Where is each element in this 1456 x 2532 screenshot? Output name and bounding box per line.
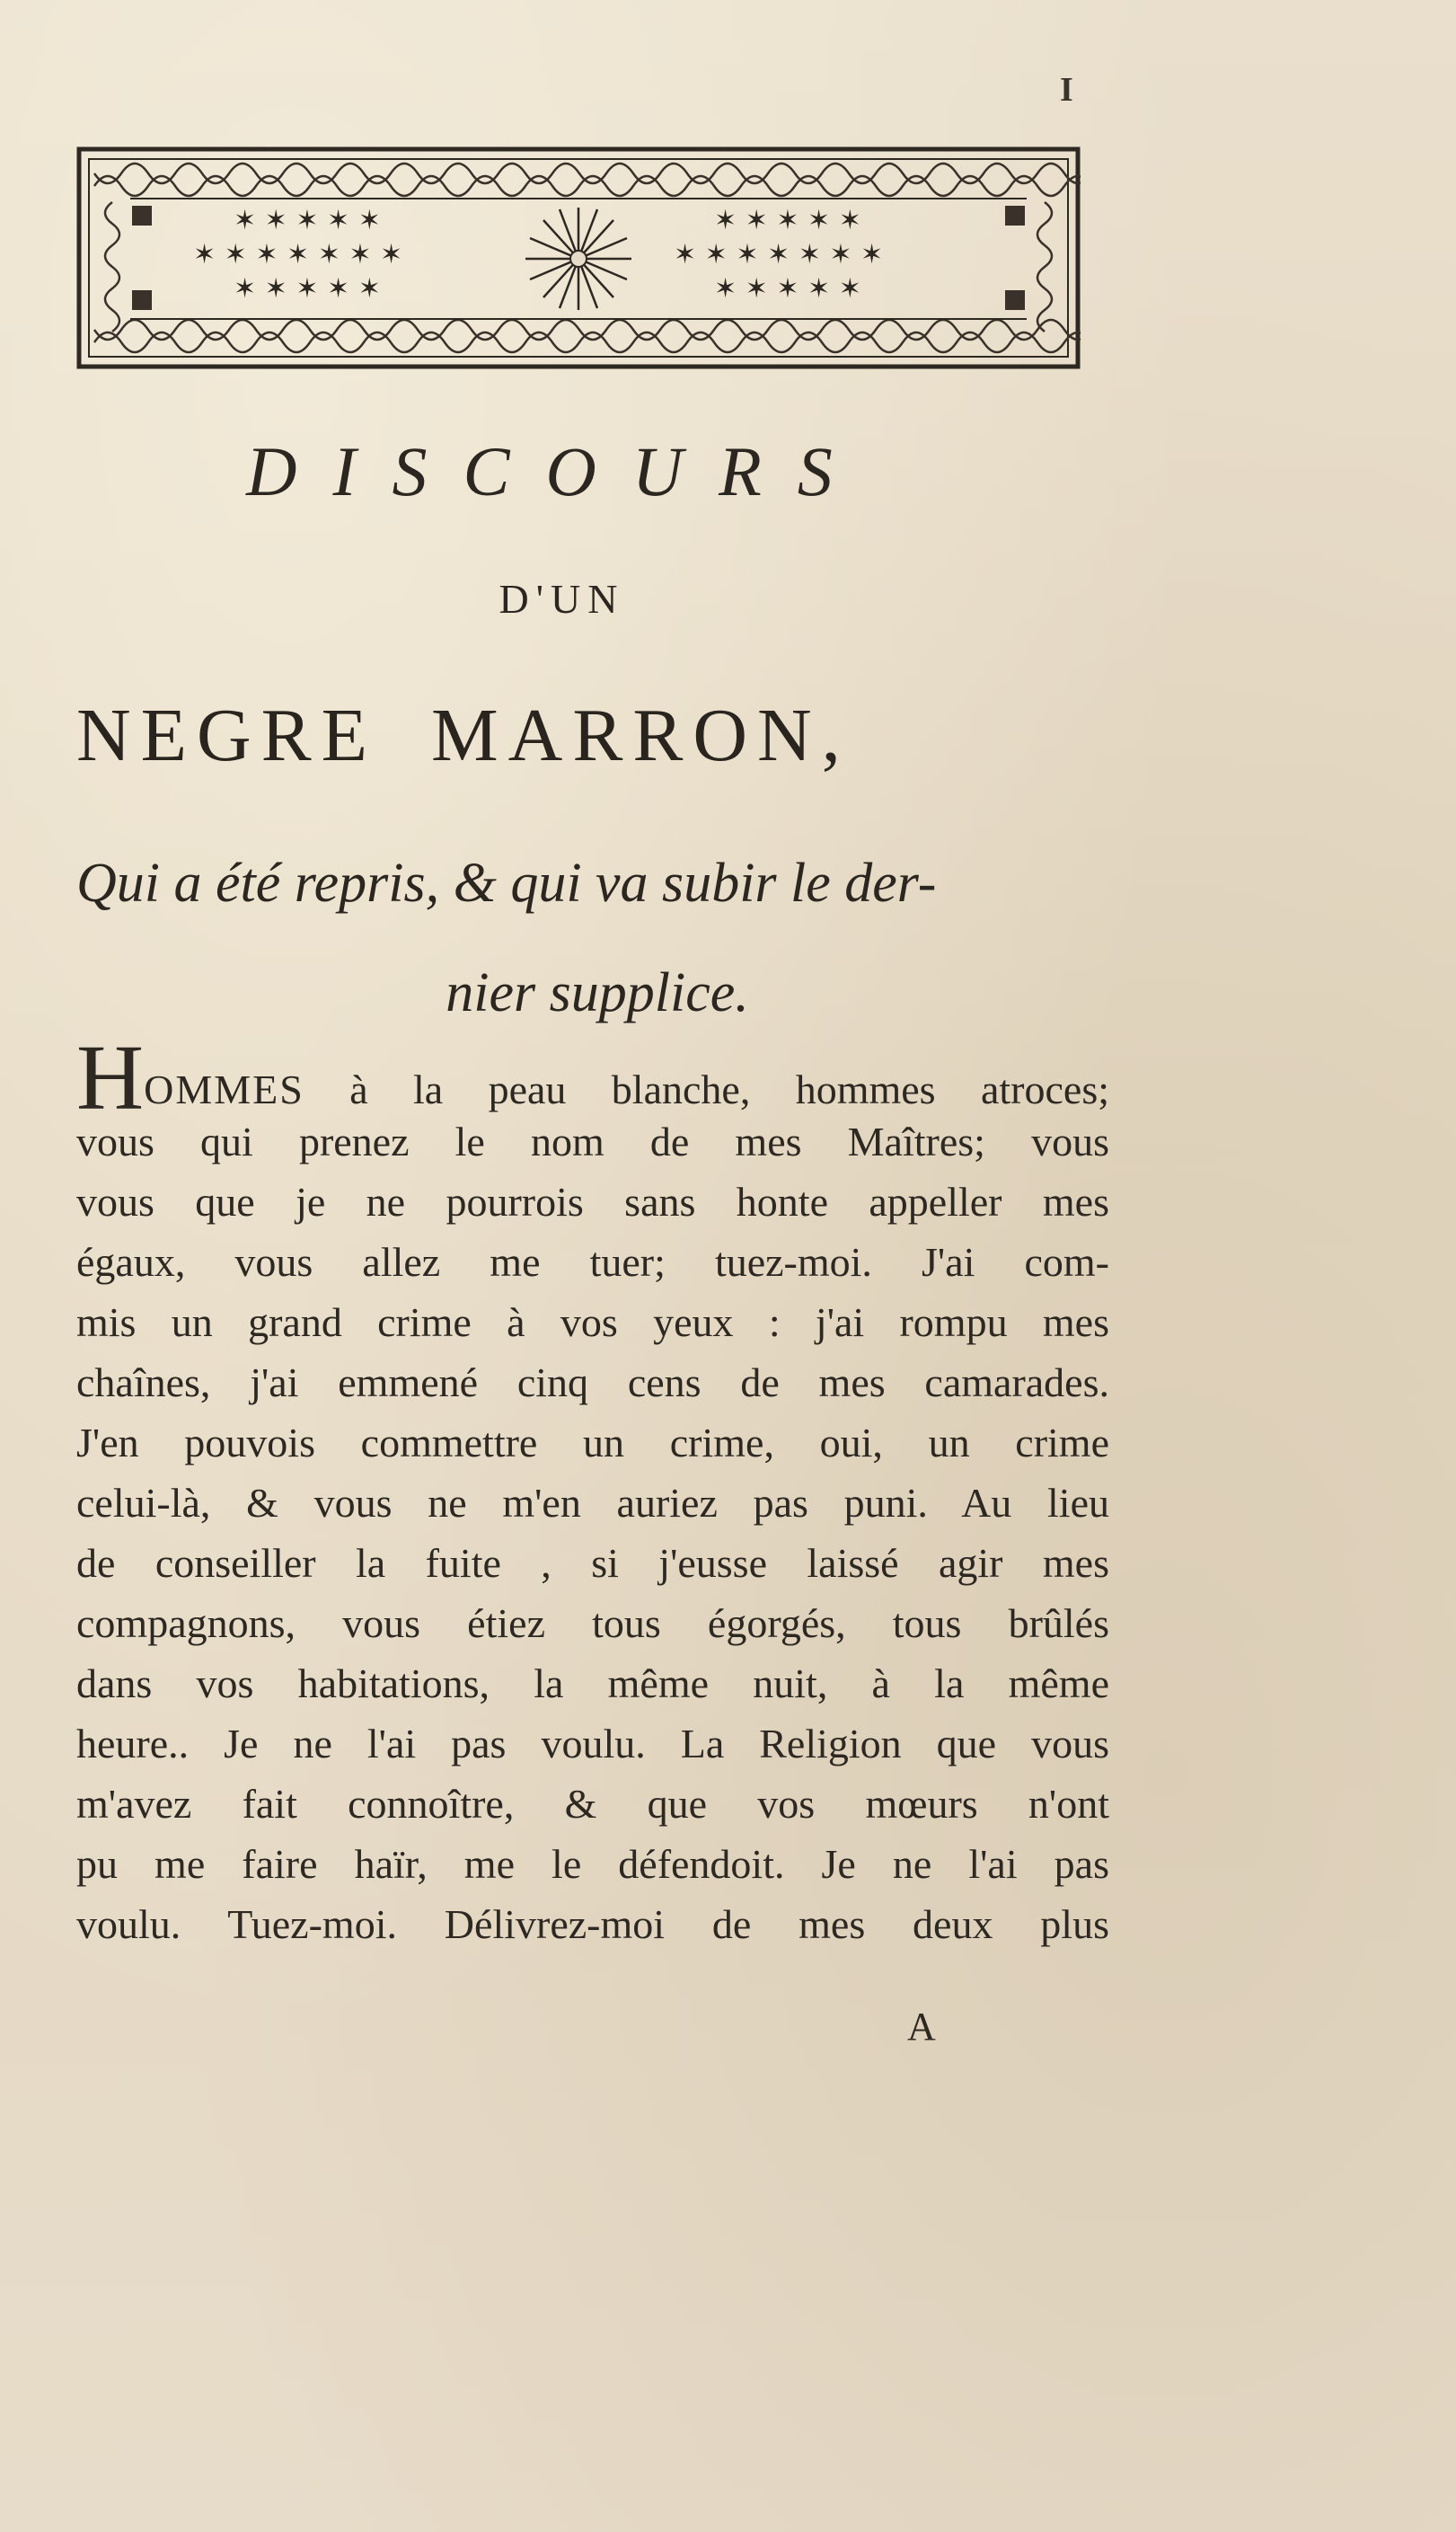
body-line: vous qui prenez le nom de mes Maîtres; vous [76,1119,1109,1164]
body-first-line-text: à la peau blanche, hommes atroces; [304,1067,1109,1112]
title-discours: DISCOURS [246,432,869,510]
body-line: compagnons, vous étiez tous égorgés, tous brûlés [76,1600,1109,1646]
title-dun: D'UN [499,576,625,622]
subtitle-line-1: Qui a été repris, & qui va subir le der- [76,853,937,914]
body-line: dans vos habitations, la même nuit, à la même [76,1660,1109,1706]
body-line: heure.. Je ne l'ai pas voulu. La Religion que vous [76,1721,1109,1766]
body-line: J'en pouvois commettre un crime, oui, un crime [76,1420,1109,1465]
body-line: voulu. Tuez-moi. Délivrez-moi de mes deux plus [76,1901,1109,1947]
svg-text:✶ ✶ ✶ ✶ ✶: ✶ ✶ ✶ ✶ ✶ [714,273,861,305]
body-text [76,1026,1109,1954]
first-word-rest: OMMES [144,1067,304,1112]
body-line: vous que je ne pourrois sans honte appeller mes [76,1179,1109,1225]
header-ornament-band [76,146,1081,369]
body-line: de conseiller la fuite , si j'eusse laissé agir mes [76,1540,1109,1586]
body-line-first [76,1026,1109,1129]
svg-text:✶ ✶ ✶ ✶ ✶: ✶ ✶ ✶ ✶ ✶ [234,205,381,236]
body-line: pu me faire haïr, me le défendoit. Je ne l'ai pas [76,1841,1109,1887]
drop-cap: H [76,1026,145,1129]
title-negre-marron: NEGRE MARRON, [76,694,851,777]
body-line: celui-là, & vous ne m'en auriez pas puni. Au lieu [76,1480,1109,1526]
svg-text:✶ ✶ ✶ ✶ ✶: ✶ ✶ ✶ ✶ ✶ [714,205,861,236]
body-line: égaux, vous allez me tuer; tuez-moi. J'ai com- [76,1239,1109,1285]
body-line: mis un grand crime à vos yeux : j'ai rompu mes [76,1299,1109,1345]
svg-text:✶ ✶ ✶ ✶ ✶ ✶ ✶: ✶ ✶ ✶ ✶ ✶ ✶ ✶ [674,239,884,270]
body-line: m'avez fait connoître, & que vos mœurs n'ont [76,1781,1109,1827]
body-line: chaînes, j'ai emmené cinq cens de mes camarades. [76,1359,1109,1405]
subtitle-line-2: nier supplice. [446,962,749,1023]
svg-text:✶ ✶ ✶ ✶ ✶ ✶ ✶: ✶ ✶ ✶ ✶ ✶ ✶ ✶ [193,239,403,270]
catchword-signature: A [907,2005,936,2049]
svg-text:✶ ✶ ✶ ✶ ✶: ✶ ✶ ✶ ✶ ✶ [234,273,381,305]
page-number: I [1060,71,1073,109]
